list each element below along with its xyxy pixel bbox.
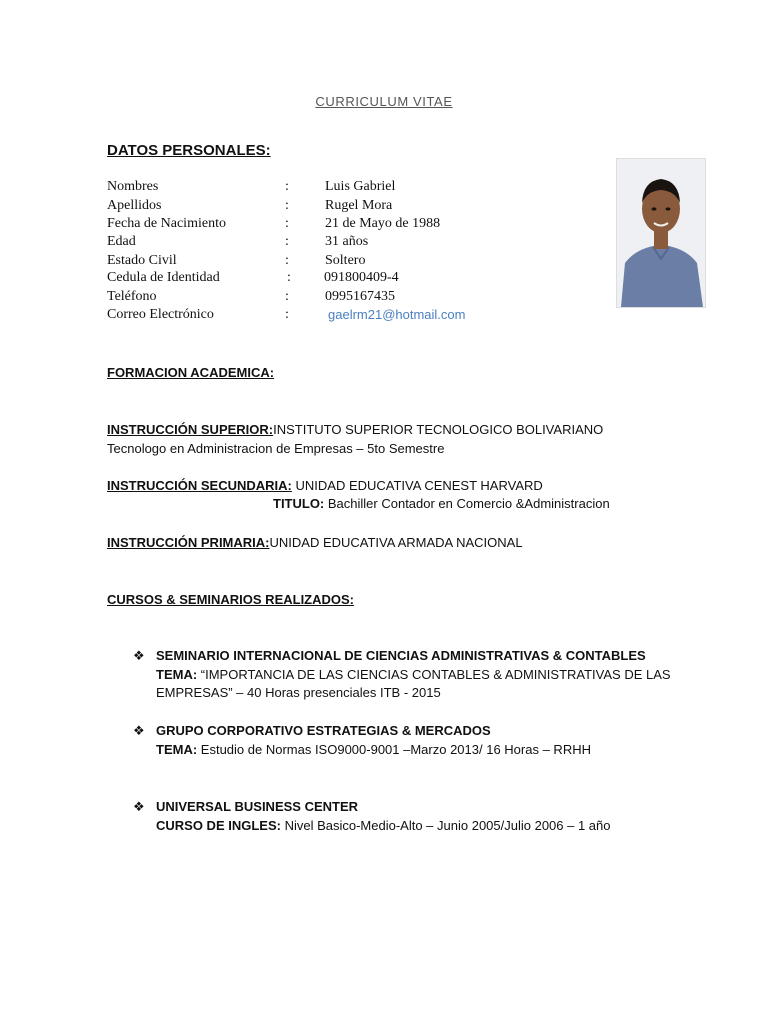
document-title: CURRICULUM VITAE bbox=[315, 94, 453, 109]
course-detail bbox=[156, 818, 611, 833]
colon: : bbox=[285, 253, 289, 268]
instruccion-secundaria bbox=[107, 478, 543, 493]
instruccion-superior-value: INSTITUTO SUPERIOR TECNOLOGICO BOLIVARIANO bbox=[273, 422, 604, 437]
label-estado-civil: Estado Civil bbox=[107, 253, 177, 268]
education-heading: FORMACION ACADEMICA: bbox=[107, 365, 275, 380]
course-detail-text: Estudio de Normas ISO9000-9001 –Marzo 2013/ 16 Horas – RRHH bbox=[197, 742, 591, 757]
colon: : bbox=[287, 270, 291, 285]
value-fecha-nacimiento: 21 de Mayo de 1988 bbox=[325, 216, 441, 231]
portrait-photo-icon bbox=[617, 159, 705, 307]
instruccion-superior-detail: Tecnologo en Administracion de Empresas – 5to Semestre bbox=[107, 441, 445, 456]
label-fecha-nacimiento: Fecha de Nacimiento bbox=[107, 216, 226, 231]
colon: : bbox=[285, 307, 289, 322]
course-detail-text: “IMPORTANCIA DE LAS CIENCIAS CONTABLES & ADMINISTRATIVAS DE LAS bbox=[197, 667, 671, 682]
courses-heading: CURSOS & SEMINARIOS REALIZADOS: bbox=[107, 592, 355, 607]
course-name: UNIVERSAL BUSINESS CENTER bbox=[156, 799, 359, 814]
value-cedula: 091800409-4 bbox=[324, 270, 399, 285]
bullet-icon: ❖ bbox=[133, 723, 145, 738]
course-name: GRUPO CORPORATIVO ESTRATEGIAS & MERCADOS bbox=[156, 723, 491, 738]
label-correo: Correo Electrónico bbox=[107, 307, 214, 322]
personal-data-heading: DATOS PERSONALES: bbox=[107, 142, 271, 159]
course-detail bbox=[156, 667, 671, 682]
bullet-icon: ❖ bbox=[133, 648, 145, 663]
colon: : bbox=[285, 234, 289, 249]
course-detail bbox=[156, 742, 591, 757]
value-apellidos: Rugel Mora bbox=[325, 198, 393, 213]
instruccion-secundaria-value: UNIDAD EDUCATIVA CENEST HARVARD bbox=[291, 478, 543, 493]
instruccion-superior-label: INSTRUCCIÓN SUPERIOR: bbox=[107, 422, 274, 437]
course-name: SEMINARIO INTERNACIONAL DE CIENCIAS ADMINISTRATIVAS & CONTABLES bbox=[156, 648, 646, 663]
instruccion-superior bbox=[107, 422, 603, 437]
colon: : bbox=[285, 198, 289, 213]
course-detail-label: CURSO DE INGLES: bbox=[156, 818, 281, 833]
value-telefono: 0995167435 bbox=[325, 289, 395, 304]
instruccion-primaria-value: UNIDAD EDUCATIVA ARMADA NACIONAL bbox=[269, 535, 523, 550]
value-nombres: Luis Gabriel bbox=[325, 179, 396, 194]
titulo-line bbox=[273, 496, 610, 511]
label-telefono: Teléfono bbox=[107, 289, 157, 304]
portrait-photo bbox=[616, 158, 706, 308]
label-edad: Edad bbox=[107, 234, 136, 249]
instruccion-primaria-label: INSTRUCCIÓN PRIMARIA: bbox=[107, 535, 270, 550]
course-detail-continued: EMPRESAS” – 40 Horas presenciales ITB - 2015 bbox=[156, 685, 441, 700]
course-detail-label: TEMA: bbox=[156, 742, 198, 757]
course-detail-text: Nivel Basico-Medio-Alto – Junio 2005/Julio 2006 – 1 año bbox=[280, 818, 611, 833]
label-nombres: Nombres bbox=[107, 179, 159, 194]
instruccion-secundaria-label: INSTRUCCIÓN SECUNDARIA: bbox=[107, 478, 292, 493]
value-estado-civil: Soltero bbox=[325, 253, 366, 268]
colon: : bbox=[285, 216, 289, 231]
email-link[interactable]: gaelrm21@hotmail.com bbox=[328, 307, 466, 322]
label-apellidos: Apellidos bbox=[107, 198, 162, 213]
course-detail-label: TEMA: bbox=[156, 667, 198, 682]
titulo-label: TITULO: bbox=[273, 496, 325, 511]
titulo-value: Bachiller Contador en Comercio &Administracion bbox=[324, 496, 610, 511]
value-edad: 31 años bbox=[325, 234, 369, 249]
colon: : bbox=[285, 179, 289, 194]
colon: : bbox=[285, 289, 289, 304]
bullet-icon: ❖ bbox=[133, 799, 145, 814]
label-cedula: Cedula de Identidad bbox=[107, 270, 220, 285]
instruccion-primaria bbox=[107, 535, 523, 550]
